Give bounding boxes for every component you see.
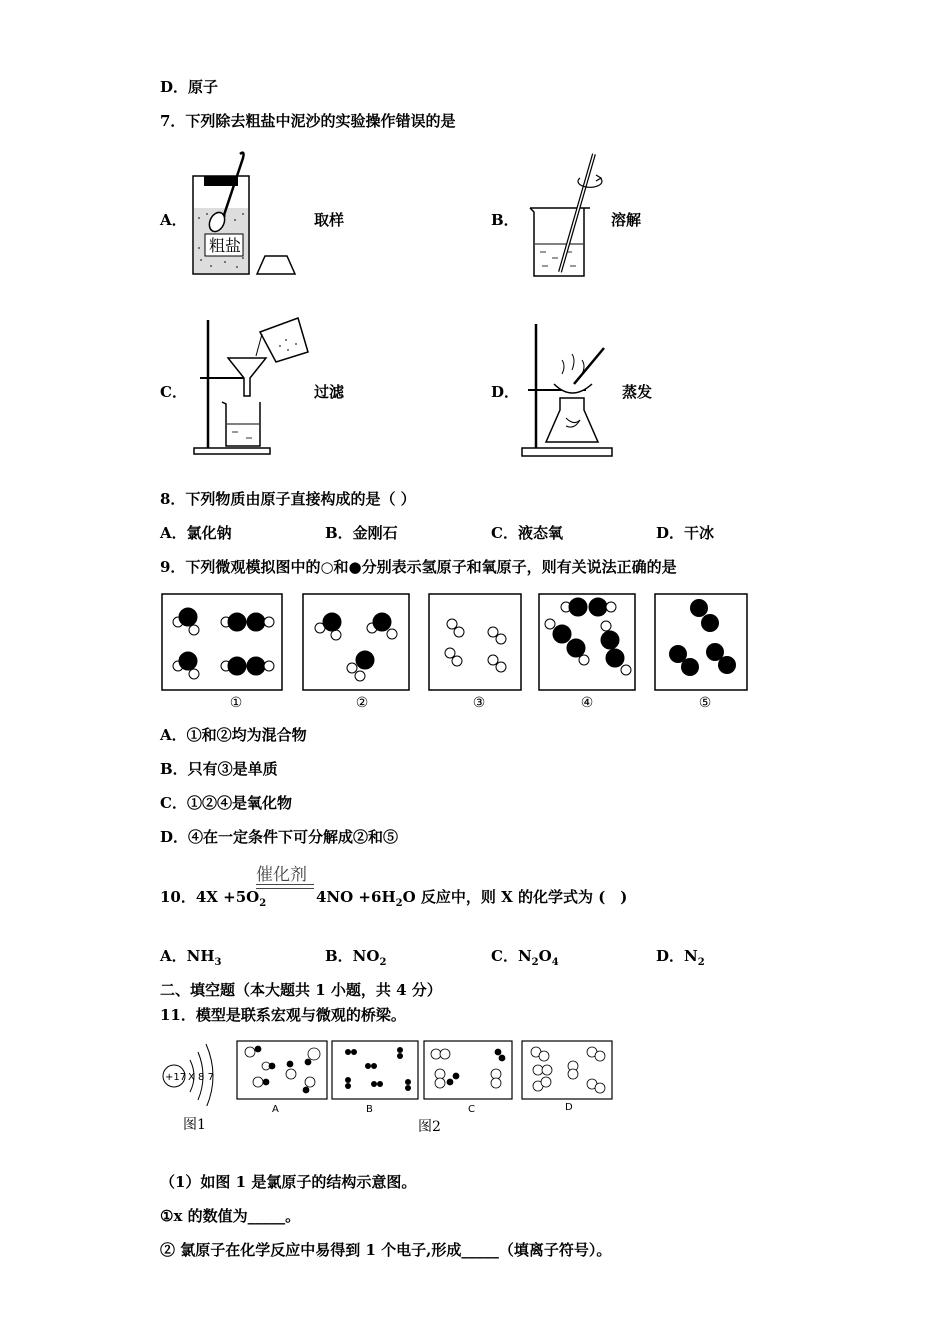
q10-option-d: D．$N_2$ [656,947,705,968]
q10-tail: 反应中，则 X 的化学式为 ( ) [415,888,628,906]
q10-right2: O [402,888,416,906]
q10-left-sub: 2 [259,898,267,909]
filtration-illustration [190,312,315,460]
figure-2-label-c: C [468,1104,475,1115]
q9-option-a: A．①和②均为混合物 [160,726,307,744]
q7-option-c-letter: C． [160,383,187,401]
electron-shells: X 8 7 [188,1072,214,1083]
figure-2-caption: 图2 [418,1119,441,1135]
q9-option-c: C．①②④是氧化物 [160,794,292,812]
q10-right-sub: 2 [395,898,403,909]
q9-caption-2: ② [355,695,369,711]
jar-label: 粗盐 [209,236,242,255]
dissolving-illustration [522,148,612,280]
figure-2-label-a: A [272,1104,279,1115]
q7-option-c-text: 过滤 [314,383,345,401]
q7-option-d-letter: D． [491,383,520,401]
q10-option-b: B．$NO_2$ [325,947,387,968]
q7-option-d-text: 蒸发 [622,383,653,401]
q9-caption-4: ④ [580,695,594,711]
q8-option-c: C．液态氧 [491,524,563,542]
sampling-illustration [185,148,315,280]
q10-arrow-line-bottom [256,888,314,889]
nucleus-charge: +17 [165,1072,187,1083]
section-2-title: 二、填空题（本大题共 1 小题，共 4 分） [160,981,442,999]
q10-arrow-line-top [256,884,314,885]
q9-caption-3: ③ [472,695,486,711]
q7-option-b-text: 溶解 [611,211,642,229]
figure-2-models [236,1040,614,1102]
q9-option-d: D．④在一定条件下可分解成②和⑤ [160,828,399,846]
q7-option-a-text: 取样 [314,211,345,229]
q9-option-b: B．只有③是单质 [160,760,278,778]
chlorine-atom-diagram [160,1036,220,1106]
q10-option-c: C．$N_2O_4$ [491,947,559,968]
q9-stem: 9．下列微观模拟图中的○和●分别表示氢原子和氧原子，则有关说法正确的是 [160,558,677,576]
figure-2-label-b: B [366,1104,373,1115]
q6-option-d: D．原子 [160,78,219,96]
q11-stem: 11．模型是联系宏观与微观的桥梁。 [160,1006,406,1024]
figure-1-caption: 图1 [183,1117,206,1133]
q10-number: 10． [160,888,196,906]
q9-caption-5: ⑤ [698,695,712,711]
q10-left: 4X +5O [195,888,260,906]
q8-option-d: D．干冰 [656,524,715,542]
q10-right: 4NO +6H [316,888,396,906]
figure-2-label-d: D [565,1102,573,1113]
q11-sub1: （1）如图 1 是氯原子的结构示意图。 [160,1173,417,1191]
q7-option-a-letter: A． [160,211,187,229]
q8-option-b: B．金刚石 [325,524,398,542]
q8-option-a: A．氯化钠 [160,524,232,542]
q10-option-a: A．$NH_3$ [160,947,222,968]
q11-line2: ② 氯原子在化学反应中易得到 1 个电子,形成_____（填离子符号）。 [160,1241,612,1259]
q10-catalyst: 催化剂 [256,865,307,885]
molecular-model-figures [160,590,755,694]
q7-stem: 7．下列除去粗盐中泥沙的实验操作错误的是 [160,112,456,130]
q9-caption-1: ① [229,695,243,711]
q10-equation [160,887,266,914]
q8-stem: 8．下列物质由原子直接构成的是（ ） [160,490,416,508]
q11-line1: ①x 的数值为_____。 [160,1207,301,1225]
q10-equation-right [316,887,627,914]
q7-option-b-letter: B． [491,211,519,229]
evaporation-illustration [518,318,618,460]
